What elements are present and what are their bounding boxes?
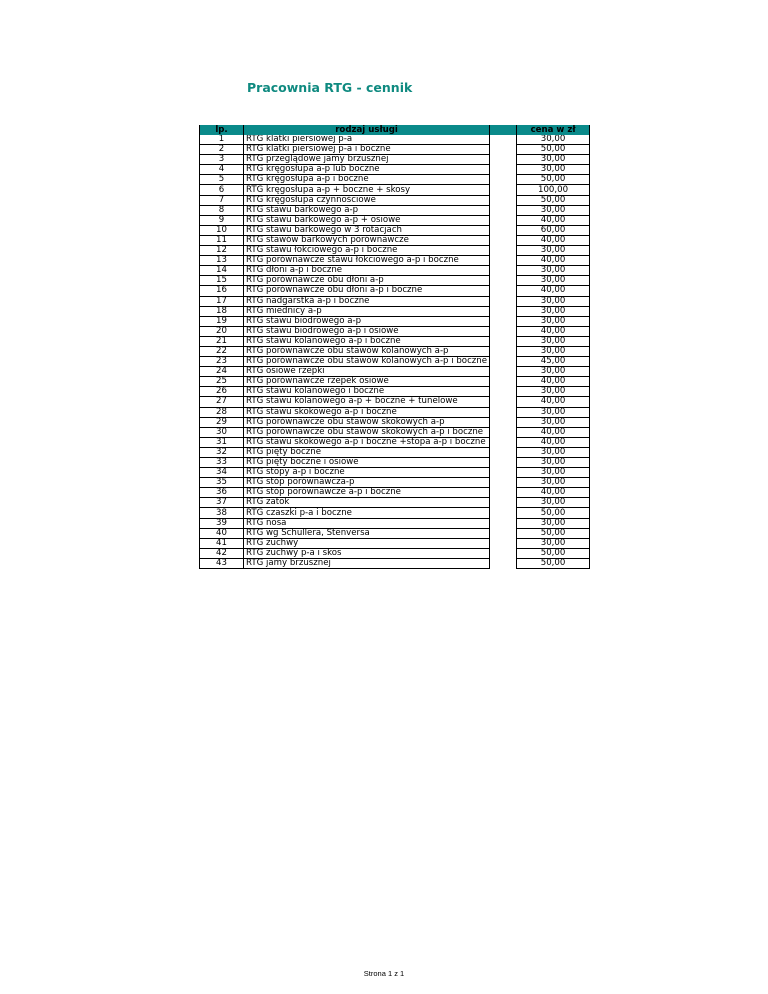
row-number-cell: 17 <box>200 296 244 306</box>
service-name-cell: RTG przeglądowe jamy brzusznej <box>244 155 490 165</box>
service-name-cell: RTG zatok <box>244 498 490 508</box>
row-number-cell: 41 <box>200 538 244 548</box>
price-cell: 30,00 <box>517 367 590 377</box>
service-name-cell: RTG stawu barkowego a-p <box>244 205 490 215</box>
column-gap <box>490 558 517 568</box>
service-name-cell: RTG stawu kolanowego i boczne <box>244 387 490 397</box>
service-name-cell: RTG porównawcze obu dłoni a-p i boczne <box>244 286 490 296</box>
column-gap <box>490 195 517 205</box>
service-name-cell: RTG stawu łokciowego a-p i boczne <box>244 246 490 256</box>
service-name-cell: RTG stóp porównawcze a-p i boczne <box>244 488 490 498</box>
column-gap <box>490 468 517 478</box>
price-cell: 40,00 <box>517 377 590 387</box>
column-gap <box>490 175 517 185</box>
row-number-cell: 7 <box>200 195 244 205</box>
table-row <box>200 498 590 508</box>
table-row <box>200 407 590 417</box>
price-cell: 30,00 <box>517 316 590 326</box>
price-cell: 30,00 <box>517 165 590 175</box>
column-gap <box>490 286 517 296</box>
column-gap <box>490 458 517 468</box>
row-number-cell: 15 <box>200 276 244 286</box>
row-number-cell: 18 <box>200 306 244 316</box>
column-gap <box>490 407 517 417</box>
service-name-cell: RTG porównawcze obu stawów kolanowych a-p i boczne <box>244 357 490 367</box>
table-row <box>200 346 590 356</box>
column-gap <box>490 447 517 457</box>
column-gap <box>490 437 517 447</box>
price-cell: 30,00 <box>517 135 590 145</box>
column-gap <box>490 346 517 356</box>
row-number-cell: 35 <box>200 478 244 488</box>
price-cell: 30,00 <box>517 296 590 306</box>
price-cell: 30,00 <box>517 205 590 215</box>
table-row <box>200 165 590 175</box>
table-row <box>200 286 590 296</box>
column-header-lp: lp. <box>200 125 244 135</box>
column-header-service: rodzaj usługi <box>244 125 490 135</box>
service-name-cell: RTG stawu barkowego a-p + osiowe <box>244 215 490 225</box>
table-row <box>200 387 590 397</box>
table-row <box>200 367 590 377</box>
price-cell: 30,00 <box>517 447 590 457</box>
table-row <box>200 326 590 336</box>
price-cell: 40,00 <box>517 326 590 336</box>
column-gap <box>490 336 517 346</box>
column-gap <box>490 478 517 488</box>
service-name-cell: RTG żuchwy <box>244 538 490 548</box>
price-cell: 50,00 <box>517 528 590 538</box>
price-cell: 40,00 <box>517 215 590 225</box>
row-number-cell: 3 <box>200 155 244 165</box>
price-cell: 40,00 <box>517 437 590 447</box>
row-number-cell: 20 <box>200 326 244 336</box>
table-row <box>200 336 590 346</box>
row-number-cell: 28 <box>200 407 244 417</box>
service-name-cell: RTG stawu skokowego a-p i boczne <box>244 407 490 417</box>
column-gap <box>490 246 517 256</box>
price-cell: 40,00 <box>517 488 590 498</box>
service-name-cell: RTG stawu skokowego a-p i boczne +stopa a-p i boczne <box>244 437 490 447</box>
price-cell: 30,00 <box>517 155 590 165</box>
column-gap <box>490 357 517 367</box>
table-header-row <box>200 125 590 135</box>
column-gap <box>490 488 517 498</box>
column-gap <box>490 316 517 326</box>
page-footer: Strona 1 z 1 <box>363 969 405 978</box>
row-number-cell: 42 <box>200 548 244 558</box>
table-row <box>200 488 590 498</box>
column-gap <box>490 306 517 316</box>
column-gap <box>490 135 517 145</box>
row-number-cell: 1 <box>200 135 244 145</box>
row-number-cell: 32 <box>200 447 244 457</box>
table-row <box>200 377 590 387</box>
row-number-cell: 11 <box>200 235 244 245</box>
row-number-cell: 16 <box>200 286 244 296</box>
price-cell: 40,00 <box>517 256 590 266</box>
table-row <box>200 357 590 367</box>
column-gap <box>490 548 517 558</box>
price-cell: 30,00 <box>517 246 590 256</box>
table-row <box>200 417 590 427</box>
column-gap <box>490 225 517 235</box>
row-number-cell: 19 <box>200 316 244 326</box>
table-row <box>200 235 590 245</box>
price-cell: 30,00 <box>517 538 590 548</box>
row-number-cell: 40 <box>200 528 244 538</box>
column-gap <box>490 185 517 195</box>
table-row <box>200 256 590 266</box>
service-name-cell: RTG porównawcze obu dłoni a-p <box>244 276 490 286</box>
table-row <box>200 205 590 215</box>
table-body <box>200 135 590 569</box>
column-gap <box>490 538 517 548</box>
row-number-cell: 25 <box>200 377 244 387</box>
column-gap <box>490 417 517 427</box>
column-gap <box>490 518 517 528</box>
price-cell: 30,00 <box>517 468 590 478</box>
service-name-cell: RTG kręgosłupa a-p + boczne + skosy <box>244 185 490 195</box>
row-number-cell: 39 <box>200 518 244 528</box>
table-row <box>200 306 590 316</box>
service-name-cell: RTG stawów barkowych porównawcze <box>244 235 490 245</box>
row-number-cell: 43 <box>200 558 244 568</box>
service-name-cell: RTG porównawcze obu stawów kolanowych a-p <box>244 346 490 356</box>
service-name-cell: RTG jamy brzusznej <box>244 558 490 568</box>
row-number-cell: 36 <box>200 488 244 498</box>
row-number-cell: 37 <box>200 498 244 508</box>
column-gap <box>490 256 517 266</box>
service-name-cell: RTG kręgosłupa czynnościowe <box>244 195 490 205</box>
row-number-cell: 29 <box>200 417 244 427</box>
column-gap <box>490 205 517 215</box>
column-gap <box>490 508 517 518</box>
table-row <box>200 215 590 225</box>
table-row <box>200 266 590 276</box>
table-row <box>200 508 590 518</box>
column-gap <box>490 125 517 135</box>
row-number-cell: 2 <box>200 145 244 155</box>
service-name-cell: RTG kręgosłupa a-p i boczne <box>244 175 490 185</box>
price-cell: 30,00 <box>517 346 590 356</box>
service-name-cell: RTG stopy a-p i boczne <box>244 468 490 478</box>
row-number-cell: 8 <box>200 205 244 215</box>
column-gap <box>490 155 517 165</box>
column-gap <box>490 215 517 225</box>
service-name-cell: RTG porównawcze obu stawów skokowych a-p i boczne <box>244 427 490 437</box>
price-cell: 30,00 <box>517 276 590 286</box>
service-name-cell: RTG porównawcze obu stawów skokowych a-p <box>244 417 490 427</box>
service-name-cell: RTG nadgarstka a-p i boczne <box>244 296 490 306</box>
price-cell: 30,00 <box>517 387 590 397</box>
price-cell: 100,00 <box>517 185 590 195</box>
row-number-cell: 21 <box>200 336 244 346</box>
service-name-cell: RTG pięty boczne <box>244 447 490 457</box>
table-row <box>200 296 590 306</box>
service-name-cell: RTG klatki piersiowej p-a i boczne <box>244 145 490 155</box>
service-name-cell: RTG czaszki p-a i boczne <box>244 508 490 518</box>
row-number-cell: 12 <box>200 246 244 256</box>
service-name-cell: RTG żuchwy p-a i skos <box>244 548 490 558</box>
row-number-cell: 9 <box>200 215 244 225</box>
table-row <box>200 427 590 437</box>
table-row <box>200 518 590 528</box>
table-row <box>200 558 590 568</box>
row-number-cell: 26 <box>200 387 244 397</box>
price-cell: 30,00 <box>517 417 590 427</box>
service-name-cell: RTG porównawcze rzepek osiowe <box>244 377 490 387</box>
column-gap <box>490 145 517 155</box>
table-row <box>200 528 590 538</box>
service-name-cell: RTG stóp porównawcza-p <box>244 478 490 488</box>
table-row <box>200 276 590 286</box>
row-number-cell: 24 <box>200 367 244 377</box>
page-title: Pracownia RTG - cennik <box>247 80 413 95</box>
row-number-cell: 6 <box>200 185 244 195</box>
price-cell: 50,00 <box>517 508 590 518</box>
column-gap <box>490 165 517 175</box>
price-cell: 30,00 <box>517 518 590 528</box>
table-row <box>200 447 590 457</box>
price-cell: 60,00 <box>517 225 590 235</box>
table-row <box>200 458 590 468</box>
price-cell: 45,00 <box>517 357 590 367</box>
column-gap <box>490 387 517 397</box>
price-cell: 30,00 <box>517 478 590 488</box>
table-row <box>200 538 590 548</box>
service-name-cell: RTG pięty boczne i osiowe <box>244 458 490 468</box>
row-number-cell: 33 <box>200 458 244 468</box>
column-gap <box>490 367 517 377</box>
service-name-cell: RTG miednicy a-p <box>244 306 490 316</box>
row-number-cell: 13 <box>200 256 244 266</box>
table-row <box>200 145 590 155</box>
service-name-cell: RTG wg Schullera, Stenversa <box>244 528 490 538</box>
column-gap <box>490 276 517 286</box>
price-cell: 30,00 <box>517 306 590 316</box>
column-gap <box>490 377 517 387</box>
price-list-table <box>199 125 590 569</box>
service-name-cell: RTG stawu kolanowego a-p + boczne + tunelowe <box>244 397 490 407</box>
price-cell: 40,00 <box>517 235 590 245</box>
price-cell: 30,00 <box>517 407 590 417</box>
service-name-cell: RTG dłoni a-p i boczne <box>244 266 490 276</box>
table-row <box>200 225 590 235</box>
service-name-cell: RTG osiowe rzepki <box>244 367 490 377</box>
price-cell: 50,00 <box>517 548 590 558</box>
table-row <box>200 175 590 185</box>
price-cell: 40,00 <box>517 427 590 437</box>
column-gap <box>490 266 517 276</box>
service-name-cell: RTG stawu biodrowego a-p <box>244 316 490 326</box>
table-row <box>200 155 590 165</box>
table-row <box>200 437 590 447</box>
table-row <box>200 478 590 488</box>
service-name-cell: RTG klatki piersiowej p-a <box>244 135 490 145</box>
row-number-cell: 14 <box>200 266 244 276</box>
service-name-cell: RTG stawu barkowego w 3 rotacjach <box>244 225 490 235</box>
price-cell: 40,00 <box>517 286 590 296</box>
table-row <box>200 397 590 407</box>
price-cell: 50,00 <box>517 175 590 185</box>
service-name-cell: RTG stawu kolanowego a-p i boczne <box>244 336 490 346</box>
column-header-price: cena w zł <box>517 125 590 135</box>
table-row <box>200 468 590 478</box>
price-cell: 50,00 <box>517 558 590 568</box>
service-name-cell: RTG nosa <box>244 518 490 528</box>
row-number-cell: 22 <box>200 346 244 356</box>
column-gap <box>490 427 517 437</box>
price-cell: 30,00 <box>517 336 590 346</box>
table-row <box>200 316 590 326</box>
row-number-cell: 5 <box>200 175 244 185</box>
table-row <box>200 135 590 145</box>
price-cell: 30,00 <box>517 498 590 508</box>
column-gap <box>490 498 517 508</box>
row-number-cell: 23 <box>200 357 244 367</box>
service-name-cell: RTG porównawcze stawu łokciowego a-p i boczne <box>244 256 490 266</box>
column-gap <box>490 326 517 336</box>
row-number-cell: 34 <box>200 468 244 478</box>
table-row <box>200 548 590 558</box>
price-cell: 50,00 <box>517 145 590 155</box>
row-number-cell: 10 <box>200 225 244 235</box>
column-gap <box>490 397 517 407</box>
row-number-cell: 38 <box>200 508 244 518</box>
table-row <box>200 246 590 256</box>
column-gap <box>490 296 517 306</box>
price-cell: 40,00 <box>517 397 590 407</box>
price-cell: 50,00 <box>517 195 590 205</box>
service-name-cell: RTG stawu biodrowego a-p i osiowe <box>244 326 490 336</box>
price-cell: 30,00 <box>517 458 590 468</box>
service-name-cell: RTG kręgosłupa a-p lub boczne <box>244 165 490 175</box>
row-number-cell: 31 <box>200 437 244 447</box>
table-row <box>200 195 590 205</box>
row-number-cell: 4 <box>200 165 244 175</box>
table-row <box>200 185 590 195</box>
column-gap <box>490 528 517 538</box>
column-gap <box>490 235 517 245</box>
row-number-cell: 30 <box>200 427 244 437</box>
row-number-cell: 27 <box>200 397 244 407</box>
price-cell: 30,00 <box>517 266 590 276</box>
